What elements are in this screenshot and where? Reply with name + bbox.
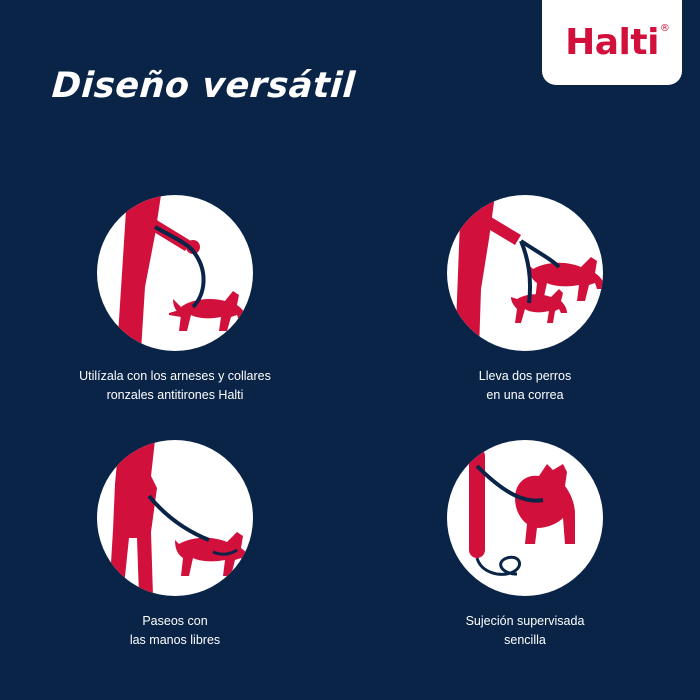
dog-tethered-to-post-icon xyxy=(447,440,603,596)
brand-badge xyxy=(542,0,682,85)
feature-item xyxy=(350,195,700,440)
caption-line: ronzales antitirones Halti xyxy=(106,388,244,403)
caption-line: Sujeción supervisada xyxy=(465,614,585,628)
caption-line: Utilízala con los arneses y collares xyxy=(79,369,271,383)
page-title: Diseño versátil xyxy=(50,66,357,106)
feature-item xyxy=(0,195,350,440)
caption-line: las manos libres xyxy=(129,633,221,648)
feature-caption xyxy=(479,367,571,406)
person-walking-two-dogs-icon xyxy=(447,195,603,351)
feature-caption xyxy=(130,612,220,651)
caption-line: Lleva dos perros xyxy=(478,369,572,383)
feature-item xyxy=(350,440,700,655)
person-walking-dog-icon xyxy=(97,195,253,351)
feature-caption xyxy=(466,612,585,651)
brand-logo xyxy=(565,21,670,63)
caption-line: Paseos con xyxy=(142,614,208,628)
feature-caption xyxy=(79,367,271,406)
hands-free-waist-leash-icon xyxy=(97,440,253,596)
caption-line: en una correa xyxy=(486,388,564,403)
feature-item xyxy=(0,440,350,655)
brand-name: Halti xyxy=(565,21,659,63)
feature-grid xyxy=(0,195,700,655)
registered-trademark-icon: ® xyxy=(659,22,670,34)
caption-line: sencilla xyxy=(504,633,546,648)
